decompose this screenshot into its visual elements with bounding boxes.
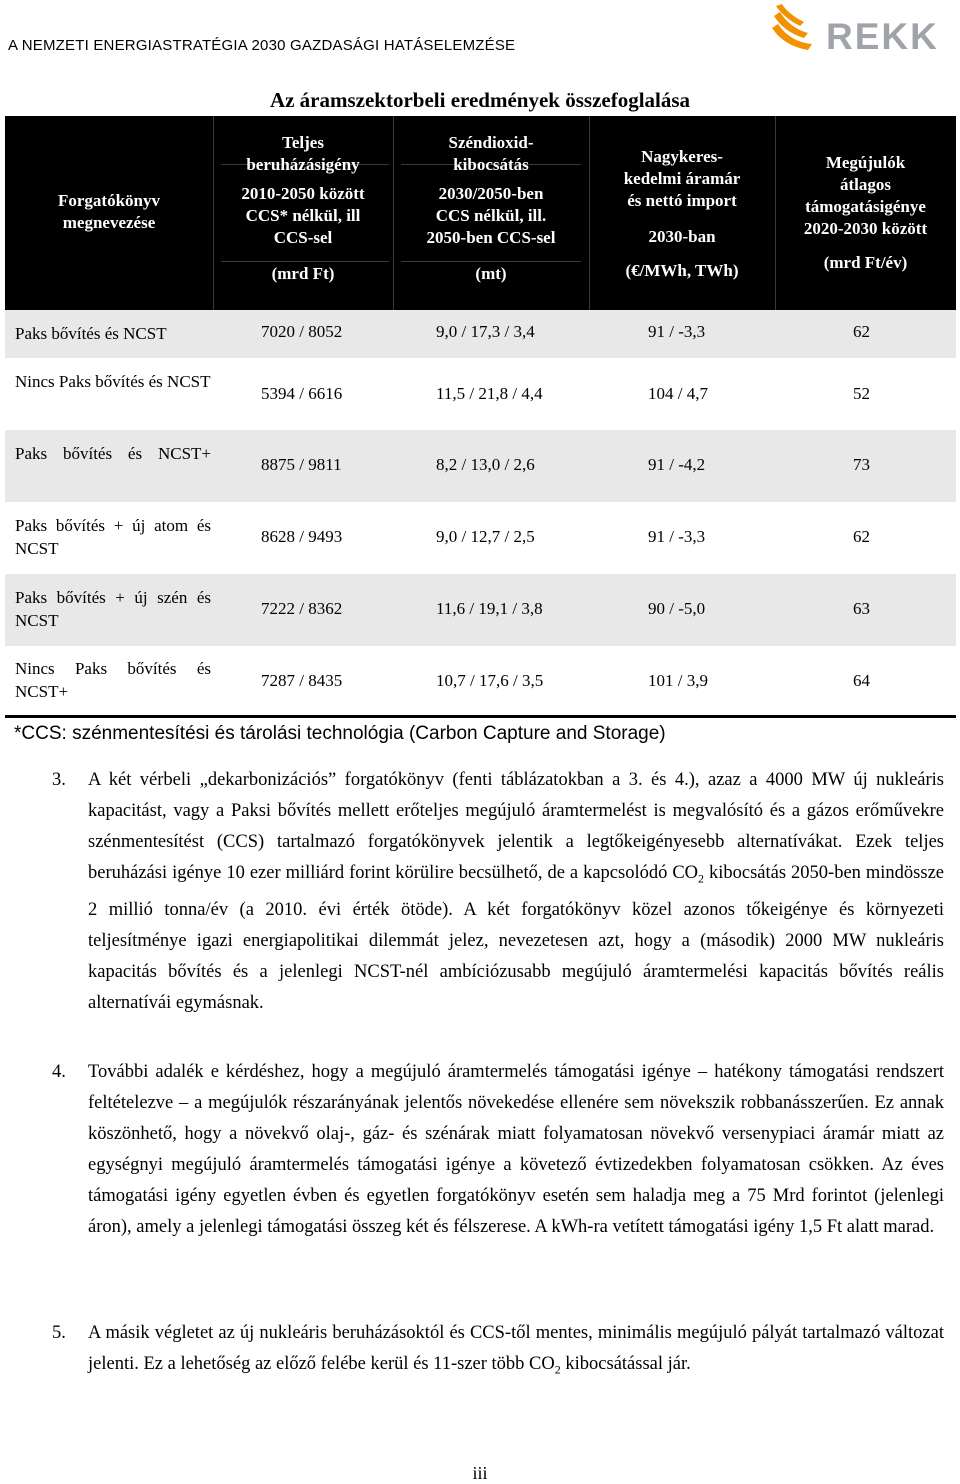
table-row: Paks bővítés + új szén és NCST 7222 / 8362 11,6 / 19,1 / 3,8 90 / -5,0 63: [5, 574, 956, 646]
page-number: iii: [472, 1463, 488, 1483]
paragraph-4: További adalék e kérdéshez, hogy a megújuló áramtermelés támogatási igénye – hatékony támogatási rendszert feltételezve – a megújulók részarányának jelentős növekedése ellenére sem növekszik robbanásszerűen. Ez annak köszönhető, hogy a növekvő olaj-, gáz- és szénárak miatt folyamatosan növekvő versenypiaci áramár miatt az egységnyi megújuló áramtermelés támogatási igénye a követező évtizedekben folyamatosan csökken. Az éves támogatási igény egyetlen évben és egyetlen forgatókönyv esetén sem haladja meg a 75 Mrd forintot (jelenlegi áron), amely a jelenlegi támogatási összeg két és félszerese. A kWh-ra vetített támogatási igény 1,5 Ft alatt marad.: [88, 1062, 944, 1237]
table-row: Paks bővítés és NCST+ 8875 / 9811 8,2 / 13,0 / 2,6 91 / -4,2 73: [5, 430, 956, 502]
table-row: Nincs Paks bővítés és NCST+ 7287 / 8435 10,7 / 17,6 / 3,5 101 / 3,9 64: [15, 659, 870, 701]
header-investment: Teljes beruházásigény 2010-2050 között CCS* nélkül, ill CCS-sel (mrd Ft): [241, 133, 365, 283]
table-row: Paks bővítés és NCST 7020 / 8052 9,0 / 17,3 / 3,4 91 / -3,3 62: [5, 310, 956, 358]
running-header: A NEMZETI ENERGIASTRATÉGIA 2030 GAZDASÁGI HATÁSELEMZÉSE: [8, 37, 516, 54]
paragraph-number: 5.: [52, 1323, 66, 1343]
header-scenario-name: Forgatókönyv megnevezése: [58, 191, 160, 232]
paragraph-number: 4.: [52, 1062, 66, 1082]
table-header: [5, 116, 956, 310]
paragraph-5: A másik végletet az új nukleáris beruházásoktól és CCS-től mentes, minimális megújuló pályát tartalmazó változat jelenti. Ez a lehetőség az előző felébe kerül és 11-szer több $CO_2$ kibocsátással jár.: [88, 1323, 944, 1377]
table-bottom-rule: [5, 715, 956, 718]
rekk-logo-icon: [770, 4, 826, 56]
rekk-logo: [770, 4, 950, 56]
table-footnote: *CCS: szénmentesítési és tárolási technológia (Carbon Capture and Storage): [14, 723, 666, 744]
header-co2-emission: Széndioxid- kibocsátás 2030/2050-ben CCS nélkül, ill. 2050-ben CCS-sel (mt): [426, 133, 556, 283]
table-row: Paks bővítés + új atom és NCST 8628 / 9493 9,0 / 12,7 / 2,5 91 / -3,3 62: [15, 516, 870, 558]
logo-text: REKK: [826, 16, 939, 57]
paragraph-number: 3.: [52, 770, 66, 790]
header-wholesale-price: Nagykeres- kedelmi áramár és nettó import 2030-ban (€/MWh, TWh): [623, 147, 741, 280]
table-row: Nincs Paks bővítés és NCST 5394 / 6616 11,5 / 21,8 / 4,4 104 / 4,7 52: [15, 372, 870, 403]
header-renewable-support: Megújulók átlagos támogatásigénye 2020-2030 között (mrd Ft/év): [803, 153, 928, 272]
table-title: Az áramszektorbeli eredmények összefoglalása: [269, 88, 691, 112]
paragraph-3: A két vérbeli „dekarbonizációs” forgatókönyv (fenti táblázatokban a 3. és 4.), azaz a 4000 MW új nukleáris kapacitást, vagy a Paksi bővítés mellett erőteljes megújuló áramtermelést is megvalósító és a gázos erőművekre szénmentesítést (CCS) tartalmazó forgatókönyvek jelentik a legtőkeigényesebb alternatívákat. Ezek teljes beruházási igénye 10 ezer milliárd forint körülire becsülhető, de a kapcsolódó $CO_2$ kibocsátás 2050-ben mindössze 2 millió tonna/év (a 2010. évi érték ötöde). A két forgatókönyv közel azonos tőkeigénye és környezeti teljesítménye igazi energiapolitikai dilemmát jelez, nevezetesen azt, hogy a (második) 2000 MW nukleáris kapacitás bővítés és a jelenlegi NCST-nél ambíciózusabb megújuló áramtermelési kapacitás bővítés reális alternatívái egymásnak.: [88, 770, 944, 1013]
